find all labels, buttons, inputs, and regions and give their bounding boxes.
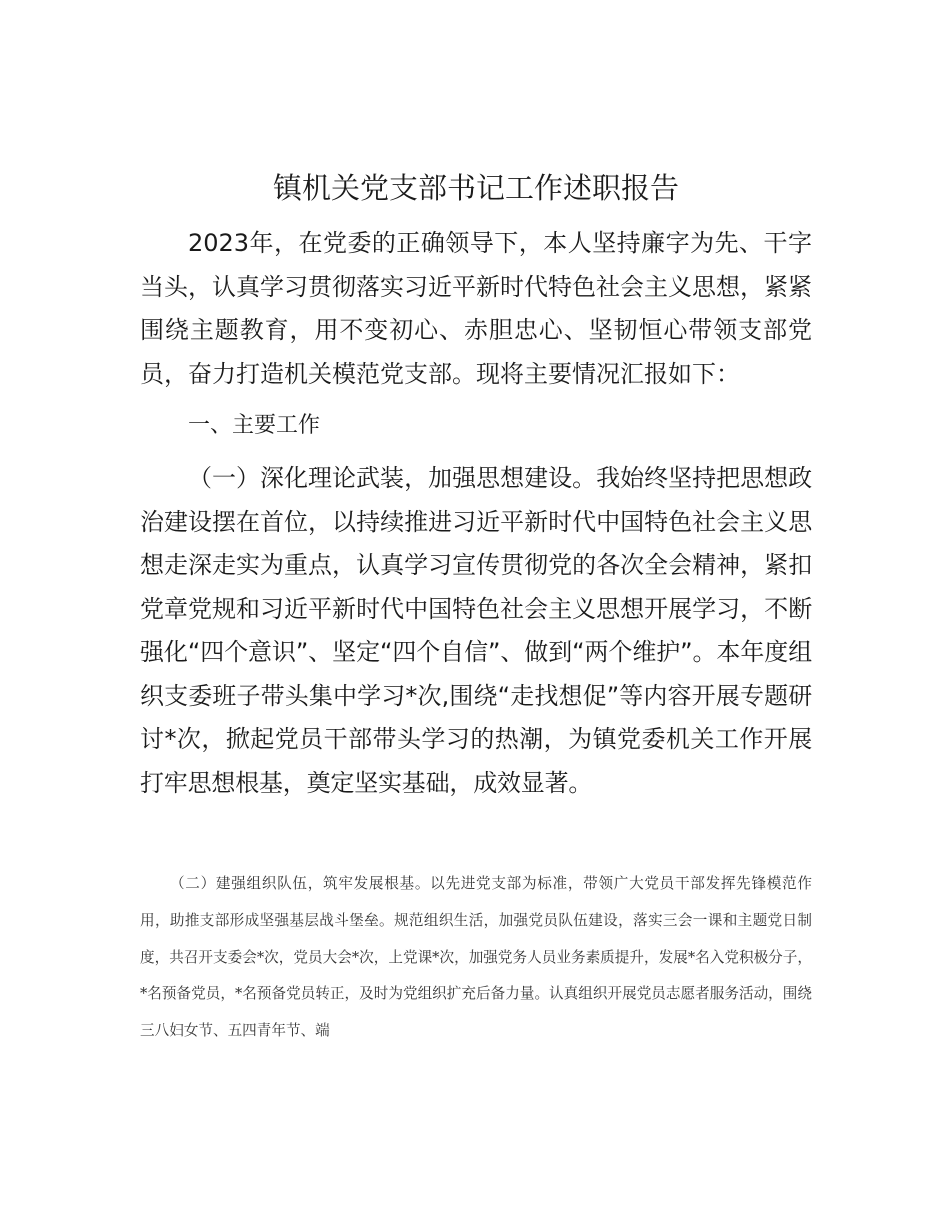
document-title: 镇机关党支部书记工作述职报告	[272, 171, 679, 205]
section-heading: 一、主要工作	[188, 413, 321, 438]
intro-paragraph: 2023年，在党委的正确领导下，本人坚持廉字为先、干字当头，认真学习贯彻落实习近平新时代特色社会主义思想，紧紧围绕主题教育，用不变初心、赤胆忠心、坚韧恒心带领支部党员，奋力打造机关模范党支部。现将主要情况汇报如下：	[140, 229, 812, 388]
work-item-1-paragraph: （一）深化理论武装，加强思想建设。我始终坚持把思想政治建设摆在首位，以持续推进习近平新时代中国特色社会主义思想走深走实为重点，认真学习宣传贯彻党的各次全会精神，紧扣党章党规和习近平新时代中国特色社会主义思想开展学习，不断强化“四个意识”、坚定“四个自信”、做到“两个维护”。本年度组织支委班子带头集中学习*次,围绕“走找想促”等内容开展专题研讨*次，掀起党员干部带头学习的热潮，为镇党委机关工作开展打牢思想根基，奠定坚实基础，成效显著。	[140, 464, 812, 797]
work-item-2-paragraph: （二）建强组织队伍，筑牢发展根基。以先进党支部为标准，带领广大党员干部发挥先锋模范作用，助推支部形成坚强基层战斗堡垒。规范组织生活，加强党员队伍建设，落实三会一课和主题党日制度，共召开支委会*次，党员大会*次，上党课*次，加强党务人员业务素质提升，发展*名入党积极分子，*名预备党员，*名预备党员转正，及时为党组织扩充后备力量。认真组织开展党员志愿者服务活动，围绕三八妇女节、五四青年节、端	[140, 875, 812, 1040]
